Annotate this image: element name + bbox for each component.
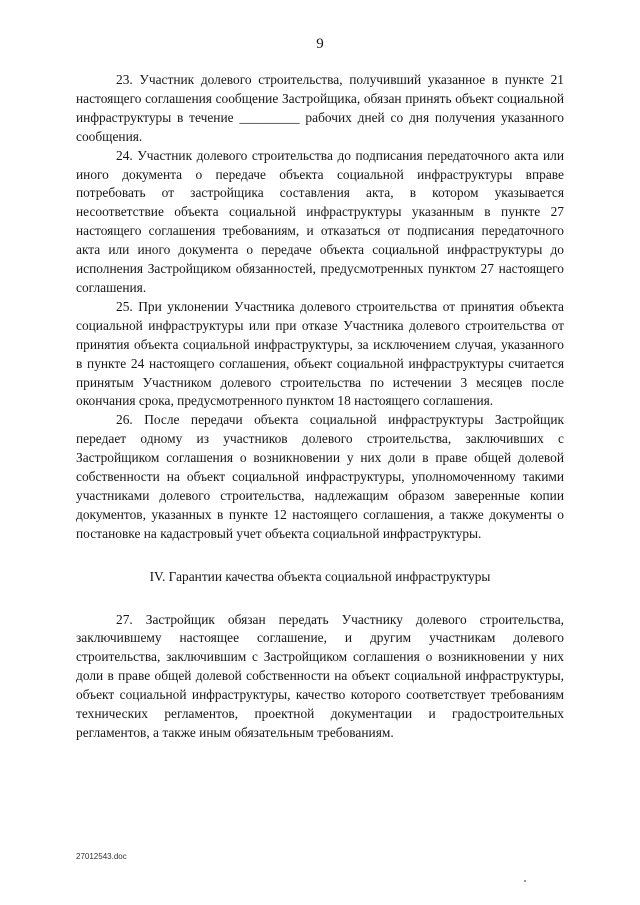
paragraph-23: 23. Участник долевого строительства, получивший указанное в пункте 21 настоящего соглашения сообщение Застройщика, обязан принять объект социальной инфраструктуры в течение _________ рабочих дней со дня получения указанного сообщения. [76, 72, 564, 144]
section-heading: IV. Гарантии качества объекта социальной инфраструктуры [149, 568, 491, 584]
paragraph-27: 27. Застройщик обязан передать Участнику долевого строительства, заключившему настоящее соглашение, и другим участникам долевого строительства, заключившим с Застройщиком соглашения о возникновении у них доли в праве общей долевой собственности на объект социальной инфраструктуры, объект социальной инфраструктуры, качество которого соответствует требованиям технических регламентов, проектной документации и градостроительных регламентов, а также иным обязательным требованиям. [76, 611, 564, 740]
paragraph-24: 24. Участник долевого строительства до подписания передаточного акта или иного документа о передаче объекта социальной инфраструктуры вправе потребовать от застройщика составления акта, в котором указывается несоответствие объекта социальной инфраструктуры указанным в пункте 27 настоящего соглашения требованиям, и отказаться от подписания передаточного акта или иного документа о передаче объекта социальной инфраструктуры до исполнения Застройщиком обязанностей, предусмотренных пунктом 27 настоящего соглашения. [76, 147, 564, 295]
document-body [76, 71, 564, 743]
footer-filename: 27012543.doc [76, 852, 127, 861]
scan-mark [524, 880, 526, 882]
paragraph-26: 26. После передачи объекта социальной инфраструктуры Застройщик передает одному из участников долевого строительства, заключивших с Застройщиком соглашения о возникновении у них доли в праве общей долевой собственности на объект социальной инфраструктуры, уполномоченному такими участниками долевого строительства, надлежащим образом заверенные копии документов, указанных в пункте 12 настоящего соглашения, а также документы о постановке на кадастровый учет объекта социальной инфраструктуры. [76, 412, 564, 541]
paragraph-25: 25. При уклонении Участника долевого строительства от принятия объекта социальной инфраструктуры или при отказе Участника долевого строительства от принятия объекта социальной инфраструктуры, за исключением случая, указанного в пункте 24 настоящего соглашения, объект социальной инфраструктуры считается принятым Участником долевого строительства по истечении 3 месяцев после окончания срока, предусмотренного пунктом 18 настоящего соглашения. [76, 298, 564, 409]
page-number: 9 [316, 36, 324, 52]
